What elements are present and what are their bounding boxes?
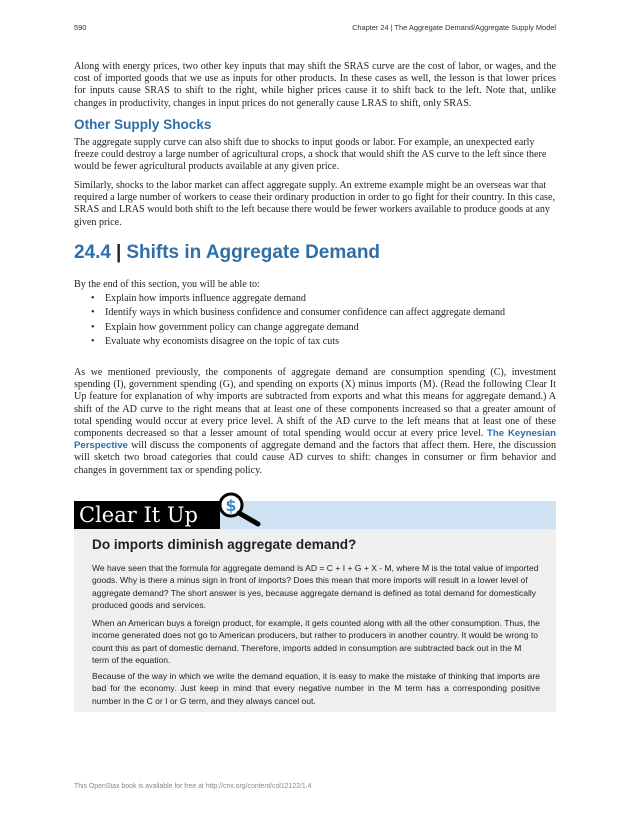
list-item: • Explain how imports influence aggregate demand xyxy=(90,292,505,306)
clear-it-up-label: Clear It Up xyxy=(74,501,220,529)
magnifier-dollar-icon xyxy=(214,489,264,529)
chapter-title: Chapter 24 | The Aggregate Demand/Aggregate Supply Model xyxy=(352,23,556,32)
main-paragraph-part-1: As we mentioned previously, the components of aggregate demand are consumption spending (C), investment spending (I), government spending (G), and spending on exports (X) minus imports (M). (Read the following Clear It Up feature for explanation of why imports are subtracted from exports and what this means for aggregate demand.) A shift of the AD curve to the right means that at least one of these components increased so that a greater amount of total spending would occur at every price level. A shift of the AD curve to the left means that at least one of these components decreased so that a lesser amount of total spending would occur at every price level. xyxy=(74,367,556,440)
main-paragraph xyxy=(74,367,556,477)
section-separator: | xyxy=(115,242,122,263)
other-supply-shocks-heading: Other Supply Shocks xyxy=(74,117,212,132)
clear-it-up-paragraph-1: We have seen that the formula for aggregate demand is AD = C + I + G + X - M, where M is the total value of imported goods. Why is there a minus sign in front of imports? Does this mean that more imports will result in a lower level of aggregate demand? The short answer is yes, because aggregate demand is defined as total demand for domestically produced goods and services. xyxy=(92,563,539,611)
objectives-list xyxy=(90,292,505,349)
list-item: • Evaluate why economists disagree on the topic of tax cuts xyxy=(90,335,505,349)
clear-it-up-question: Do imports diminish aggregate demand? xyxy=(92,537,357,552)
section-title: Shifts in Aggregate Demand xyxy=(126,242,381,263)
page-footer: This OpenStax book is available for free at http://cnx.org/content/col12122/1.4 xyxy=(74,783,312,790)
section-heading xyxy=(74,242,380,264)
supply-shocks-paragraph-2: Similarly, shocks to the labor market can affect aggregate supply. An extreme example might be an overseas war that required a large number of workers to cease their ordinary production in order to go fight for their country. In this case, SRAS and LRAS would both shift to the left because there would be fewer workers available to produce goods at any given price. xyxy=(74,180,555,228)
objectives-intro: By the end of this section, you will be able to: xyxy=(74,279,260,290)
page-header xyxy=(74,23,556,35)
clear-it-up-paragraph-3: Because of the way in which we write the demand equation, it is easy to make the mistake of thinking that imports are bad for the economy. Just keep in mind that every negative number in the M term has a corresponding positive number in the C or I or G term, and they always cancel out. xyxy=(92,671,540,706)
list-item: • Explain how government policy can change aggregate demand xyxy=(90,321,505,335)
keynesian-perspective-link[interactable]: The Keynesian Perspective xyxy=(74,428,556,452)
intro-paragraph: Along with energy prices, two other key inputs that may shift the SRAS curve are the cost of labor, or wages, and the cost of imported goods that we use as inputs for other products. In these cases as well, the lesson is that lower prices for inputs cause SRAS to shift to the right, while higher prices cause it to shift back to the left. Note that, unlike changes in productivity, changes in input prices do not generally cause LRAS to shift, only SRAS. xyxy=(74,61,556,109)
svg-text:$: $ xyxy=(225,496,237,515)
list-item: • Identify ways in which business confidence and consumer confidence can affect aggregate demand xyxy=(90,306,505,320)
section-number: 24.4 xyxy=(74,242,111,263)
clear-it-up-paragraph-2: When an American buys a foreign product, for example, it gets counted along with all the other consumption. Thus, the income generated does not go to American producers, but rather to producers in another country. It would be wrong to count this as part of domestic demand. Therefore, imports added in consumption are subtracted back out in the M term of the equation. xyxy=(92,618,540,666)
page-number: 590 xyxy=(74,23,87,32)
supply-shocks-paragraph-1: The aggregate supply curve can also shift due to shocks to input goods or labor. For example, an unexpected early freeze could destroy a large number of agricultural crops, a shock that would shift the AS curve to the left since there would be fewer agricultural products available at any given price. xyxy=(74,137,547,173)
main-paragraph-part-2: will discuss the components of aggregate demand and the factors that affect them. Here, the discussion will sketch two broad categories that could cause AD curves to shift: changes in consumer or firm behavior and changes in government tax or spending policy. xyxy=(74,440,556,476)
